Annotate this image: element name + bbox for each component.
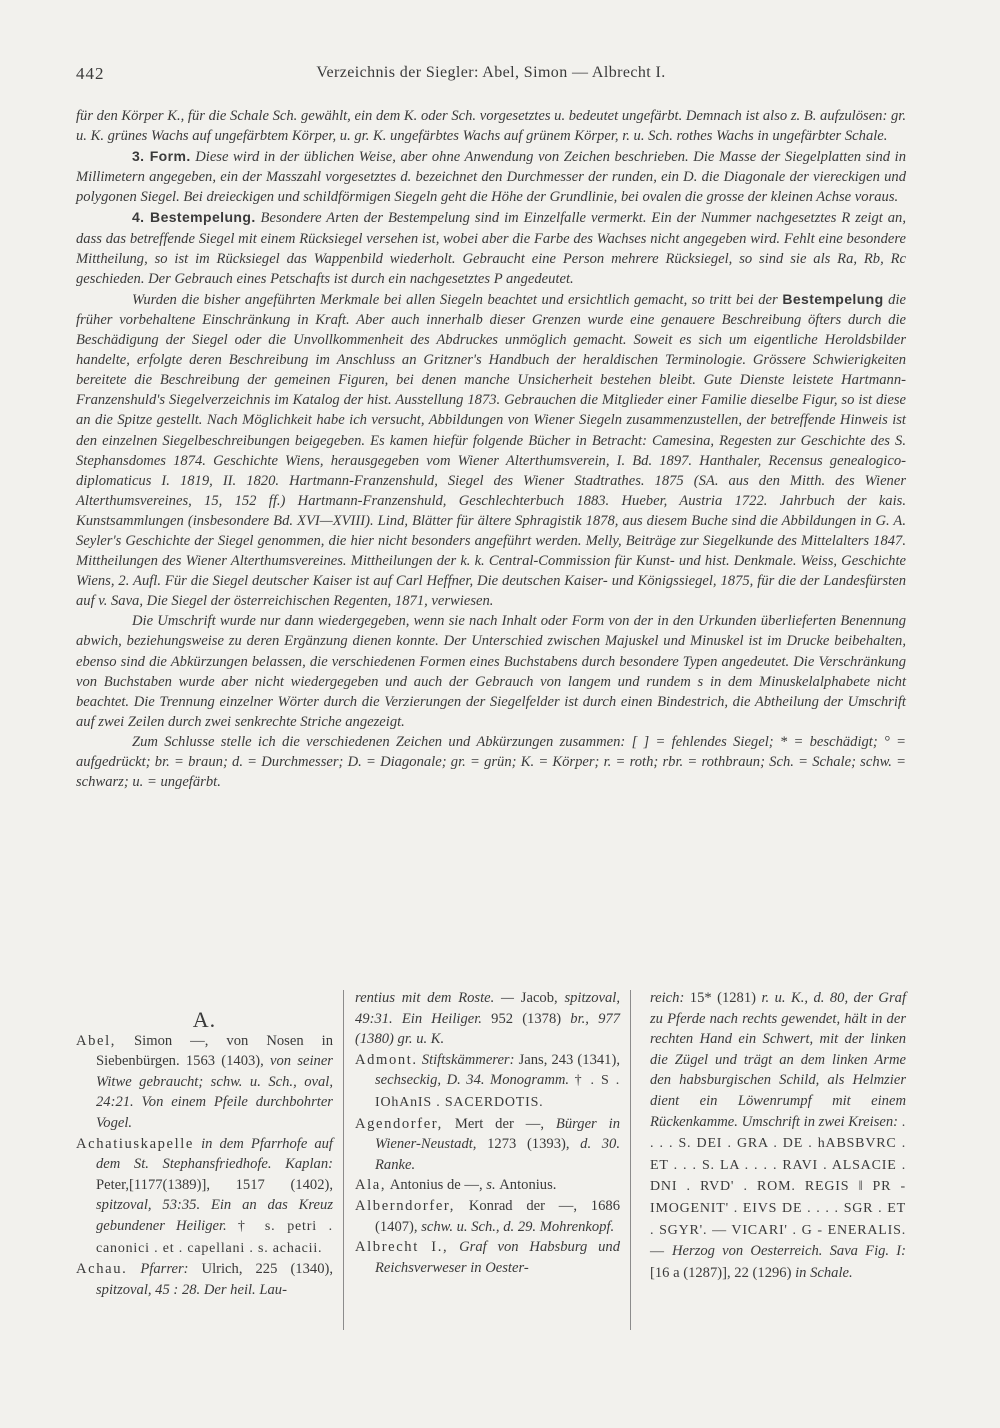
heading-bestempelung: 4. Bestempelung. (132, 209, 256, 226)
intro-paragraph-1: für den Körper K., für die Schale Sch. gewählt, ein dem K. oder Sch. vorgesetztes u. bedeutet ungefärbt. Demnach ist also z. B. aufzulösen: gr. u. K. grünes Wachs auf ungefärbtem Körper, u. gr. K. ungefärbtes Wachs auf grünem Körper, r. u. Sch. rothes Wachs in ungefärbter Schale. (76, 108, 906, 145)
heading-bestempelung-inline: Bestempelung (782, 290, 884, 307)
section-letter: A. (192, 1007, 217, 1032)
entry-admont: Admont. Stiftskämmerer: Jans, 243 (1341), sechseckig, D. 34. Monogramm. † . S . IOhAnIS . SACERDOTIS. (355, 1051, 621, 1110)
entry-achau: Achau. Pfarrer: Ulrich, 225 (1340), spitzoval, 45 : 28. Der heil. Lau- (76, 1261, 333, 1298)
page-header (76, 64, 906, 90)
bestempelung-text: Besondere Arten der Bestempelung sind im Einzelfalle vermerkt. Ein der Nummer nachgesetztes R zeigt an, dass das betreffende Siegel mit einem Rücksiegel versehen ist, wobei aber die Farbe des Wachses nicht angegeben wird. Fehlt eine besondere Mittheilung, so ist im Rücksiegel das Wappenbild wiederholt. Gebraucht eine Person mehrere Rücksiegel, so sind sie als Ra, Rb, Rc geschieden. Der Gebrauch eines Petschafts ist durch ein nachgesetztes P angedeutet. (76, 210, 906, 287)
entry-abel: Abel, Simon —, von Nosen in Siebenbürgen. 1563 (1403), von seiner Witwe gebraucht; schw. u. Sch., oval, 24:21. Von einem Pfeile durchbohrter Vogel. (76, 1032, 333, 1131)
entry-name-achatiuskapelle: Achatiuskapelle (76, 1135, 195, 1152)
column-rule-1 (343, 990, 344, 1330)
entry-alberndorfer: Alberndorfer, Konrad der —, 1686 (1407), schw. u. Sch., d. 29. Mohrenkopf. (355, 1197, 620, 1235)
seal-legend-achatius: † s. petri . canonici . et . capellani . s. achacii. (96, 1218, 333, 1256)
entry-name-abel: Abel, (76, 1032, 117, 1049)
entry-name-admont: Admont. (355, 1051, 418, 1068)
entry-ala: Ala, Antonius de —, s. Antonius. (355, 1177, 557, 1194)
entry-name-achau: Achau. (76, 1261, 128, 1278)
running-head: Verzeichnis der Siegler: Abel, Simon — Albrecht I. (316, 64, 666, 81)
heading-form: 3. Form. (132, 148, 191, 165)
column-rule-2 (630, 990, 631, 1330)
entry-name-alberndorfer: Alberndorfer, (355, 1197, 456, 1214)
page-number: 442 (76, 64, 105, 83)
intro-paragraph-form (76, 146, 906, 207)
form-text: Diese wird in der üblichen Weise, aber ohne Anwendung von Zeichen beschrieben. Die Masse der Siegelplatten sind in Millimetern angegeben, ein der Masszahl vorgesetztes d. bezeichnet den Durchmesser der runden, ein D. die Diagonale der viereckigen und polygonen Siegel. Bei dreieckigen und schildförmigen Siegeln geht die Höhe der Grundlinie, bei ovalen die grosse der kleinen Achse voraus. (76, 149, 906, 206)
intro-text (76, 106, 906, 792)
seal-legend-albrecht: . . . . S. DEI . GRA . DE . hABSBVRC . ET . . . S. LA . . . . RAVI . ALSACIE . DNI . RVD' . ROM. REGIS ‖ PR - IMOGENIT' . EIVS DE . . . . SGR . ET . SGYR'. — VICARI' . G - ENERALIS. — (650, 1114, 907, 1260)
intro-paragraph-abbreviations: Zum Schlusse stelle ich die verschiedenen Zeichen und Abkürzungen zusammen: [ ] = fehlendes Siegel; * = beschädigt; ° = aufgedrückt; br. = braun; d. = Durchmesser; D. = Diagonale; gr. = grün; K. = Körper; r. = roth; rbr. = rothbraun; Sch. = Schale; schw. = schwarz; u. = ungefärbt. (76, 733, 906, 791)
intro-paragraph-umschrift: Die Umschrift wurde nur dann wiedergegeben, wenn sie nach Inhalt oder Form von der in den Urkunden überlieferten Benennung abwich, beziehungsweise zu deren Ergänzung dienen konnte. Der Unterschied zwischen Majuskel und Minuskel ist im Drucke beibehalten, ebenso sind die Abkürzungen belassen, die verschiedenen Formen eines Buchstabens durch besondere Typen angedeutet. Die Verschränkung von Buchstaben wurde aber nicht wiedergegeben und auch der Gebrauch von langem und rundem s in dem Minuskelalphabete nicht beachtet. Die Trennung einzelner Wörter durch die Verzierungen der Siegelfelder ist durch einen Bindestrich, die Abtheilung der Umschrift auf zwei Zeilen durch zwei senkrechte Striche angezeigt. (76, 613, 906, 730)
entry-albrecht-continued: reich: 15* (1281) r. u. K., d. 80, der Graf zu Pferde nach rechts gewendet, hält in der rechten Hand ein Schwert, mit der linken die Zügel und trägt an dem linken Arme den habsburgischen Schild, als Helmzier dient ein Löwenrumpf mit einem Rückenkamme. Umschrift in zwei Kreisen: . . . . S. DEI . GRA . DE . hABSBVRC . ET . . . S. LA . . . . RAVI . ALSACIE . DNI . RVD' . ROM. REGIS ‖ PR - IMOGENIT' . EIVS DE . . . . SGR . ET . SGYR'. — VICARI' . G - ENERALIS. — Herzog von Oesterreich. Sava Fig. I: [16 a (1287)], 22 (1296) in Schale. (650, 990, 907, 1281)
merkmale-text-b: die früher vorbehaltene Einschränkung in Kraft. Aber auch innerhalb dieser Grenzen wurde eine genauere Beschreibung öfters durch die Beschädigung der Siegel oder die Unvollkommenheit des Abdruckes unmöglich gemacht. Soweit es sich um eigentliche Heroldsbilder handelte, erfolgte deren Beschreibung im Anschluss an Gritzner's Handbuch der heraldischen Terminologie. Grössere Schwierigkeiten bereitete die Beschreibung der gemeinen Figuren, bei denen manche Unsicherheit bestehen bleibt. Gute Dienste leistete Hartmann-Franzenshuld's Siegelverzeichnis im Katalog der hist. Ausstellung 1873. Gebrauchen die Mitglieder einer Familie dieselbe Figur, so ist diese an die Spitze gestellt. Nach Möglichkeit habe ich versucht, Abbildungen von Wiener Siegeln zusammenzustellen, der betreffende Hinweis ist den einzelnen Siegelbeschreibungen beigegeben. Es kamen hiefür folgende Bücher in Betracht: Camesina, Regesten zur Geschichte des S. Stephansdomes 1874. Geschichte Wiens, herausgegeben vom Wiener Alterthumsverein, I. Bd. 1897. Hanthaler, Recensus genealogico-diplomaticus I. 1819, II. 1820. Hartmann-Franzenshuld, Siegel des Wiener Stadtrathes. 1875 (SA. aus den Mitth. des Wiener Alterthumsvereines, 15, 152 ff.) Hartmann-Franzenshuld, Geschlechterbuch 1883. Hueber, Austria 1722. Jahrbuch der kais. Kunstsammlungen (insbesondere Bd. XVI—XVIII). Lind, Blätter für ältere Sphragistik 1878, aus diesem Buche sind die Abbildungen in G. A. Seyler's Geschichte der Siegel genommen, die hier nicht besonders angeführt werden. Melly, Beiträge zur Siegelkunde des Mittelalters 1847. Mittheilungen des Wiener Alterthumsvereines. Mittheilungen der k. k. Central-Commission für Kunst- und hist. Denkmale. Weiss, Geschichte Wiens, 2. Aufl. Für die Siegel deutscher Kaiser ist auf Carl Heffner, Die deutschen Kaiser- und Königssiegel, 1875, für die der Landesfürsten auf v. Sava, Die Siegel der österreichischen Regenten, 1871, verwiesen. (76, 291, 907, 610)
column-3 (650, 988, 906, 1283)
entry-agendorfer: Agendorfer, Mert der —, Bürger in Wiener-Neustadt, 1273 (1393), d. 30. Ranke. (355, 1115, 621, 1173)
entry-name-albrecht: Albrecht I., (355, 1239, 449, 1256)
entry-name-ala: Ala, (355, 1177, 387, 1194)
column-1 (76, 1007, 333, 1300)
seal-legend-admont: † . S . IOhAnIS . SACERDOTIS. (375, 1073, 621, 1110)
intro-paragraph-merkmale (76, 289, 906, 612)
intro-paragraph-bestempelung (76, 207, 906, 288)
entry-albrecht: Albrecht I., Graf von Habsburg und Reichsverweser in Oester- (355, 1239, 620, 1276)
entry-achau-continued: rentius mit dem Roste. — Jacob, spitzoval, 49:31. Ein Heiliger. 952 (1378) br., 977 (1380) gr. u. K. (355, 990, 620, 1048)
entry-name-agendorfer: Agendorfer, (355, 1115, 443, 1132)
merkmale-text-a: Wurden die bisher angeführten Merkmale bei allen Siegeln beachtet und ersichtlich gemacht, so tritt bei der (132, 291, 778, 308)
entry-achatiuskapelle: Achatiuskapelle in dem Pfarrhofe auf dem St. Stephansfriedhofe. Kaplan: Peter,[1177(1389)], 1517 (1402), spitzoval, 53:35. Ein an das Kreuz gebundener Heiliger. † s. petri . canonici . et . capellani . s. achacii. (76, 1135, 333, 1256)
column-2 (355, 988, 620, 1278)
